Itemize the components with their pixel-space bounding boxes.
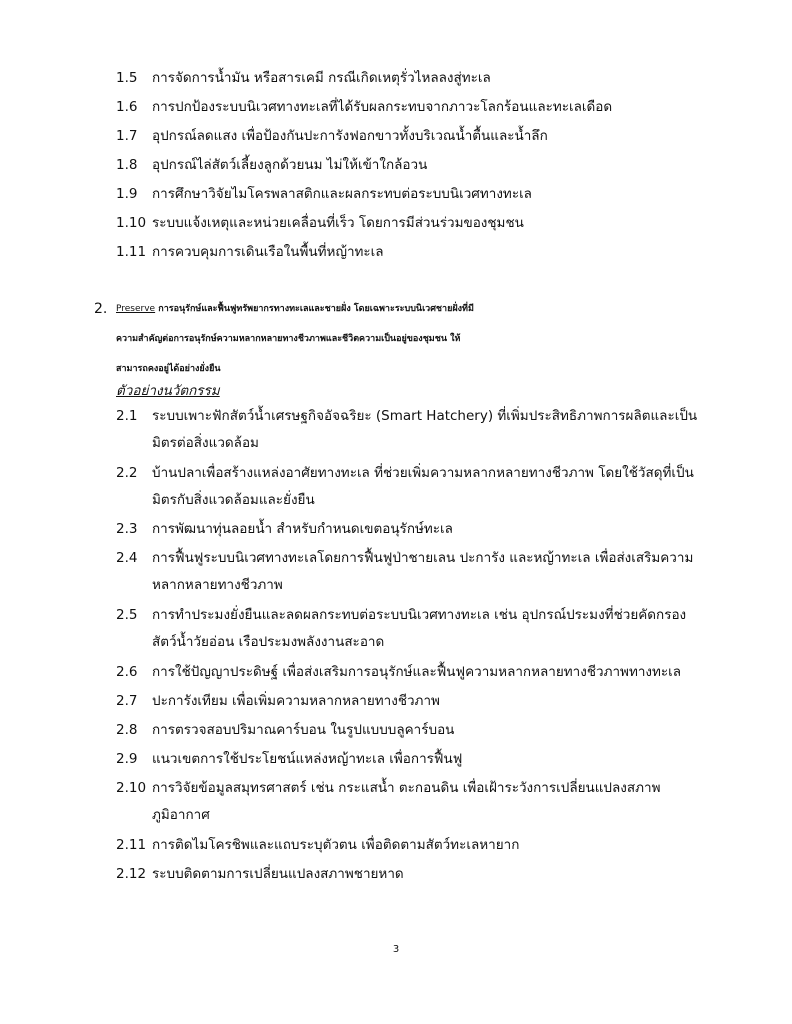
item-text-cont: มิตรกับสิ่งแวดล้อมและยั่งยืน	[152, 492, 315, 508]
item-text: บ้านปลาเพื่อสร้างแหล่งอาศัยทางทะเล ที่ช่วยเพิ่มความหลากหลายทางชีวภาพ โดยใช้วัสดุที่เป็น	[152, 465, 694, 481]
item-number: 2.4	[116, 550, 138, 566]
item-number: 2.12	[116, 866, 147, 882]
page-number: 3	[392, 944, 400, 955]
item-text-cont: ภูมิอากาศ	[152, 807, 210, 823]
item-number: 1.7	[116, 128, 138, 144]
section-2-title-line3: สามารถคงอยู่ได้อย่างยั่งยืน	[116, 364, 221, 374]
item-text: การควบคุมการเดินเรือในพื้นที่หญ้าทะเล	[152, 244, 384, 260]
section-2-title-line1: การอนุรักษ์และฟื้นฟูทรัพยากรทางทะเลและชายฝั่ง โดยเฉพาะระบบนิเวศชายฝั่งที่มี	[158, 304, 474, 314]
item-text-cont: มิตรต่อสิ่งแวดล้อม	[152, 435, 259, 451]
item-number: 1.10	[116, 215, 147, 231]
item-number: 2.7	[116, 693, 138, 709]
item-text: อุปกรณ์ลดแสง เพื่อป้องกันปะการังฟอกขาวทั้งบริเวณน้ำตื้นและน้ำลึก	[152, 128, 548, 144]
item-text-cont: หลากหลายทางชีวภาพ	[152, 577, 283, 593]
item-text: การจัดการน้ำมัน หรือสารเคมี กรณีเกิดเหตุรั่วไหลลงสู่ทะเล	[152, 70, 491, 86]
item-number: 1.9	[116, 186, 138, 202]
item-text: ระบบเพาะฟักสัตว์น้ำเศรษฐกิจอัจฉริยะ (Smart Hatchery) ที่เพิ่มประสิทธิภาพการผลิตและเป็น	[152, 408, 698, 424]
item-number: 2.2	[116, 465, 138, 481]
section-2-number: 2.	[94, 301, 108, 317]
item-text: การฟื้นฟูระบบนิเวศทางทะเลโดยการฟื้นฟูป่าชายเลน ปะการัง และหญ้าทะเล เพื่อส่งเสริมความ	[152, 550, 694, 566]
section-2-title-line2: ความสำคัญต่อการอนุรักษ์ความหลากหลายทางชีวภาพและชีวิตความเป็นอยู่ของชุมชน ให้	[116, 334, 461, 344]
section-2-keyword: Preserve	[116, 304, 156, 314]
item-text: การใช้ปัญญาประดิษฐ์ เพื่อส่งเสริมการอนุรักษ์และฟื้นฟูความหลากหลายทางชีวภาพทางทะเล	[152, 664, 682, 680]
item-text: การพัฒนาทุ่นลอยน้ำ สำหรับกำหนดเขตอนุรักษ์ทะเล	[152, 521, 453, 537]
item-text: แนวเขตการใช้ประโยชน์แหล่งหญ้าทะเล เพื่อการฟื้นฟู	[152, 751, 463, 767]
item-text: อุปกรณ์ไล่สัตว์เลี้ยงลูกด้วยนม ไม่ให้เข้าใกล้อวน	[152, 157, 428, 173]
item-number: 2.10	[116, 780, 147, 796]
item-text: ระบบติดตามการเปลี่ยนแปลงสภาพชายหาด	[152, 866, 404, 882]
item-text-cont: สัตว์น้ำวัยอ่อน เรือประมงพลังงานสะอาด	[152, 634, 385, 650]
item-text: การตรวจสอบปริมาณคาร์บอน ในรูปแบบบลูคาร์บอน	[152, 722, 455, 738]
item-number: 2.3	[116, 521, 138, 537]
item-number: 1.5	[116, 70, 138, 86]
item-number: 2.8	[116, 722, 138, 738]
item-text: ปะการังเทียม เพื่อเพิ่มความหลากหลายทางชีวภาพ	[152, 693, 440, 709]
item-text: ระบบแจ้งเหตุและหน่วยเคลื่อนที่เร็ว โดยการมีส่วนร่วมของชุมชน	[152, 215, 524, 231]
item-number: 2.9	[116, 751, 138, 767]
item-number: 2.6	[116, 664, 138, 680]
item-number: 1.8	[116, 157, 138, 173]
item-text: การศึกษาวิจัยไมโครพลาสติกและผลกระทบต่อระบบนิเวศทางทะเล	[152, 186, 532, 202]
item-text: การวิจัยข้อมูลสมุทรศาสตร์ เช่น กระแสน้ำ ตะกอนดิน เพื่อเฝ้าระวังการเปลี่ยนแปลงสภาพ	[152, 780, 661, 796]
item-number: 1.11	[116, 244, 147, 260]
item-number: 2.11	[116, 837, 147, 853]
item-text: การปกป้องระบบนิเวศทางทะเลที่ได้รับผลกระทบจากภาวะโลกร้อนและทะเลเดือด	[152, 99, 613, 115]
item-number: 1.6	[116, 99, 138, 115]
section-2-heading	[116, 294, 716, 384]
item-text: การทำประมงยั่งยืนและลดผลกระทบต่อระบบนิเวศทางทะเล เช่น อุปกรณ์ประมงที่ช่วยคัดกรอง	[152, 607, 687, 623]
examples-label: ตัวอย่างนวัตกรรม	[116, 383, 220, 399]
item-number: 2.1	[116, 408, 138, 424]
item-text: การติดไมโครชิพและแถบระบุตัวตน เพื่อติดตามสัตว์ทะเลหายาก	[152, 837, 520, 853]
item-number: 2.5	[116, 607, 138, 623]
